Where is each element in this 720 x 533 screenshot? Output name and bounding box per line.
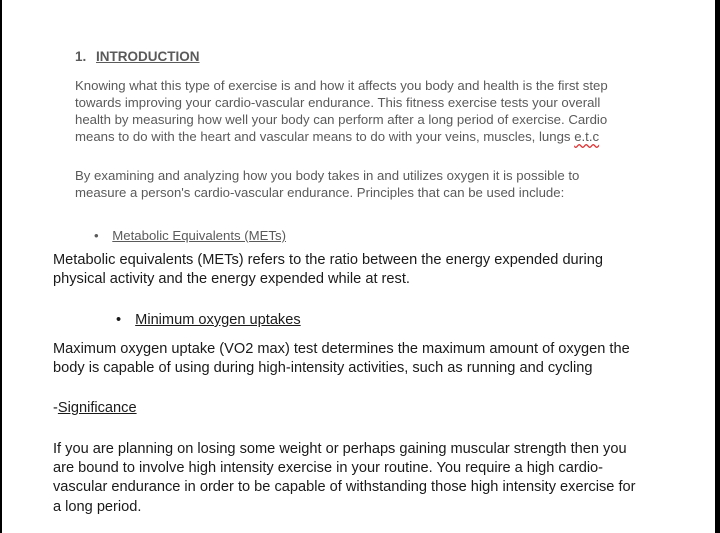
para-line: physical activity and the energy expended while at rest. <box>53 271 410 288</box>
para-line: measure a person's cardio-vascular endurance. Principles that can be used include: <box>75 185 565 200</box>
principles-paragraph <box>75 167 579 201</box>
para-line: are bound to involve high intensity exercise in your routine. You require a high cardio- <box>53 460 604 477</box>
para-line: Metabolic equivalents (METs) refers to the ratio between the energy expended during <box>53 252 604 268</box>
significance-paragraph <box>53 440 635 517</box>
bullet-icon: • <box>94 228 99 243</box>
mets-paragraph <box>53 251 603 289</box>
para-line: vascular endurance in order to be capable of withstanding those high intensity exercise for <box>53 479 636 496</box>
intro-line: means to do with the heart and vascular means to do with your veins, muscles, lungs <box>75 129 575 144</box>
intro-paragraph <box>75 77 608 145</box>
para-line: a long period. <box>53 498 142 515</box>
bullet-label: Metabolic Equivalents (METs) <box>112 228 286 243</box>
left-edge <box>0 0 2 533</box>
intro-line: Knowing what this type of exercise is and how it affects you body and health is the first step <box>75 78 608 93</box>
significance-label: Significance <box>57 400 137 416</box>
bullet-icon: • <box>116 312 122 328</box>
section-heading <box>75 48 200 65</box>
bullet-item-oxygen <box>116 311 301 330</box>
misspelled-word[interactable]: e.t.c <box>574 129 600 144</box>
significance-prefix: - <box>53 400 58 416</box>
vo2-paragraph <box>53 340 630 378</box>
heading-title: INTRODUCTION <box>96 49 200 64</box>
para-line: If you are planning on losing some weight or perhaps gaining muscular strength then you <box>53 441 627 457</box>
bullet-item-mets <box>94 227 286 244</box>
bullet-label: Minimum oxygen uptakes <box>135 312 301 328</box>
para-line: body is capable of using during high-intensity activities, such as running and cycling <box>53 360 593 377</box>
para-line: By examining and analyzing how you body takes in and utilizes oxygen it is possible to <box>75 168 580 183</box>
heading-number: 1. <box>75 49 87 64</box>
right-edge <box>715 0 720 533</box>
para-line: Maximum oxygen uptake (VO2 max) test determines the maximum amount of oxygen the <box>53 341 630 357</box>
intro-line: health by measuring how well your body can perform after a long period of exercise. Cardio <box>75 112 608 127</box>
intro-line: towards improving your cardio-vascular endurance. This fitness exercise tests your overall <box>75 95 601 110</box>
significance-heading <box>53 399 137 418</box>
